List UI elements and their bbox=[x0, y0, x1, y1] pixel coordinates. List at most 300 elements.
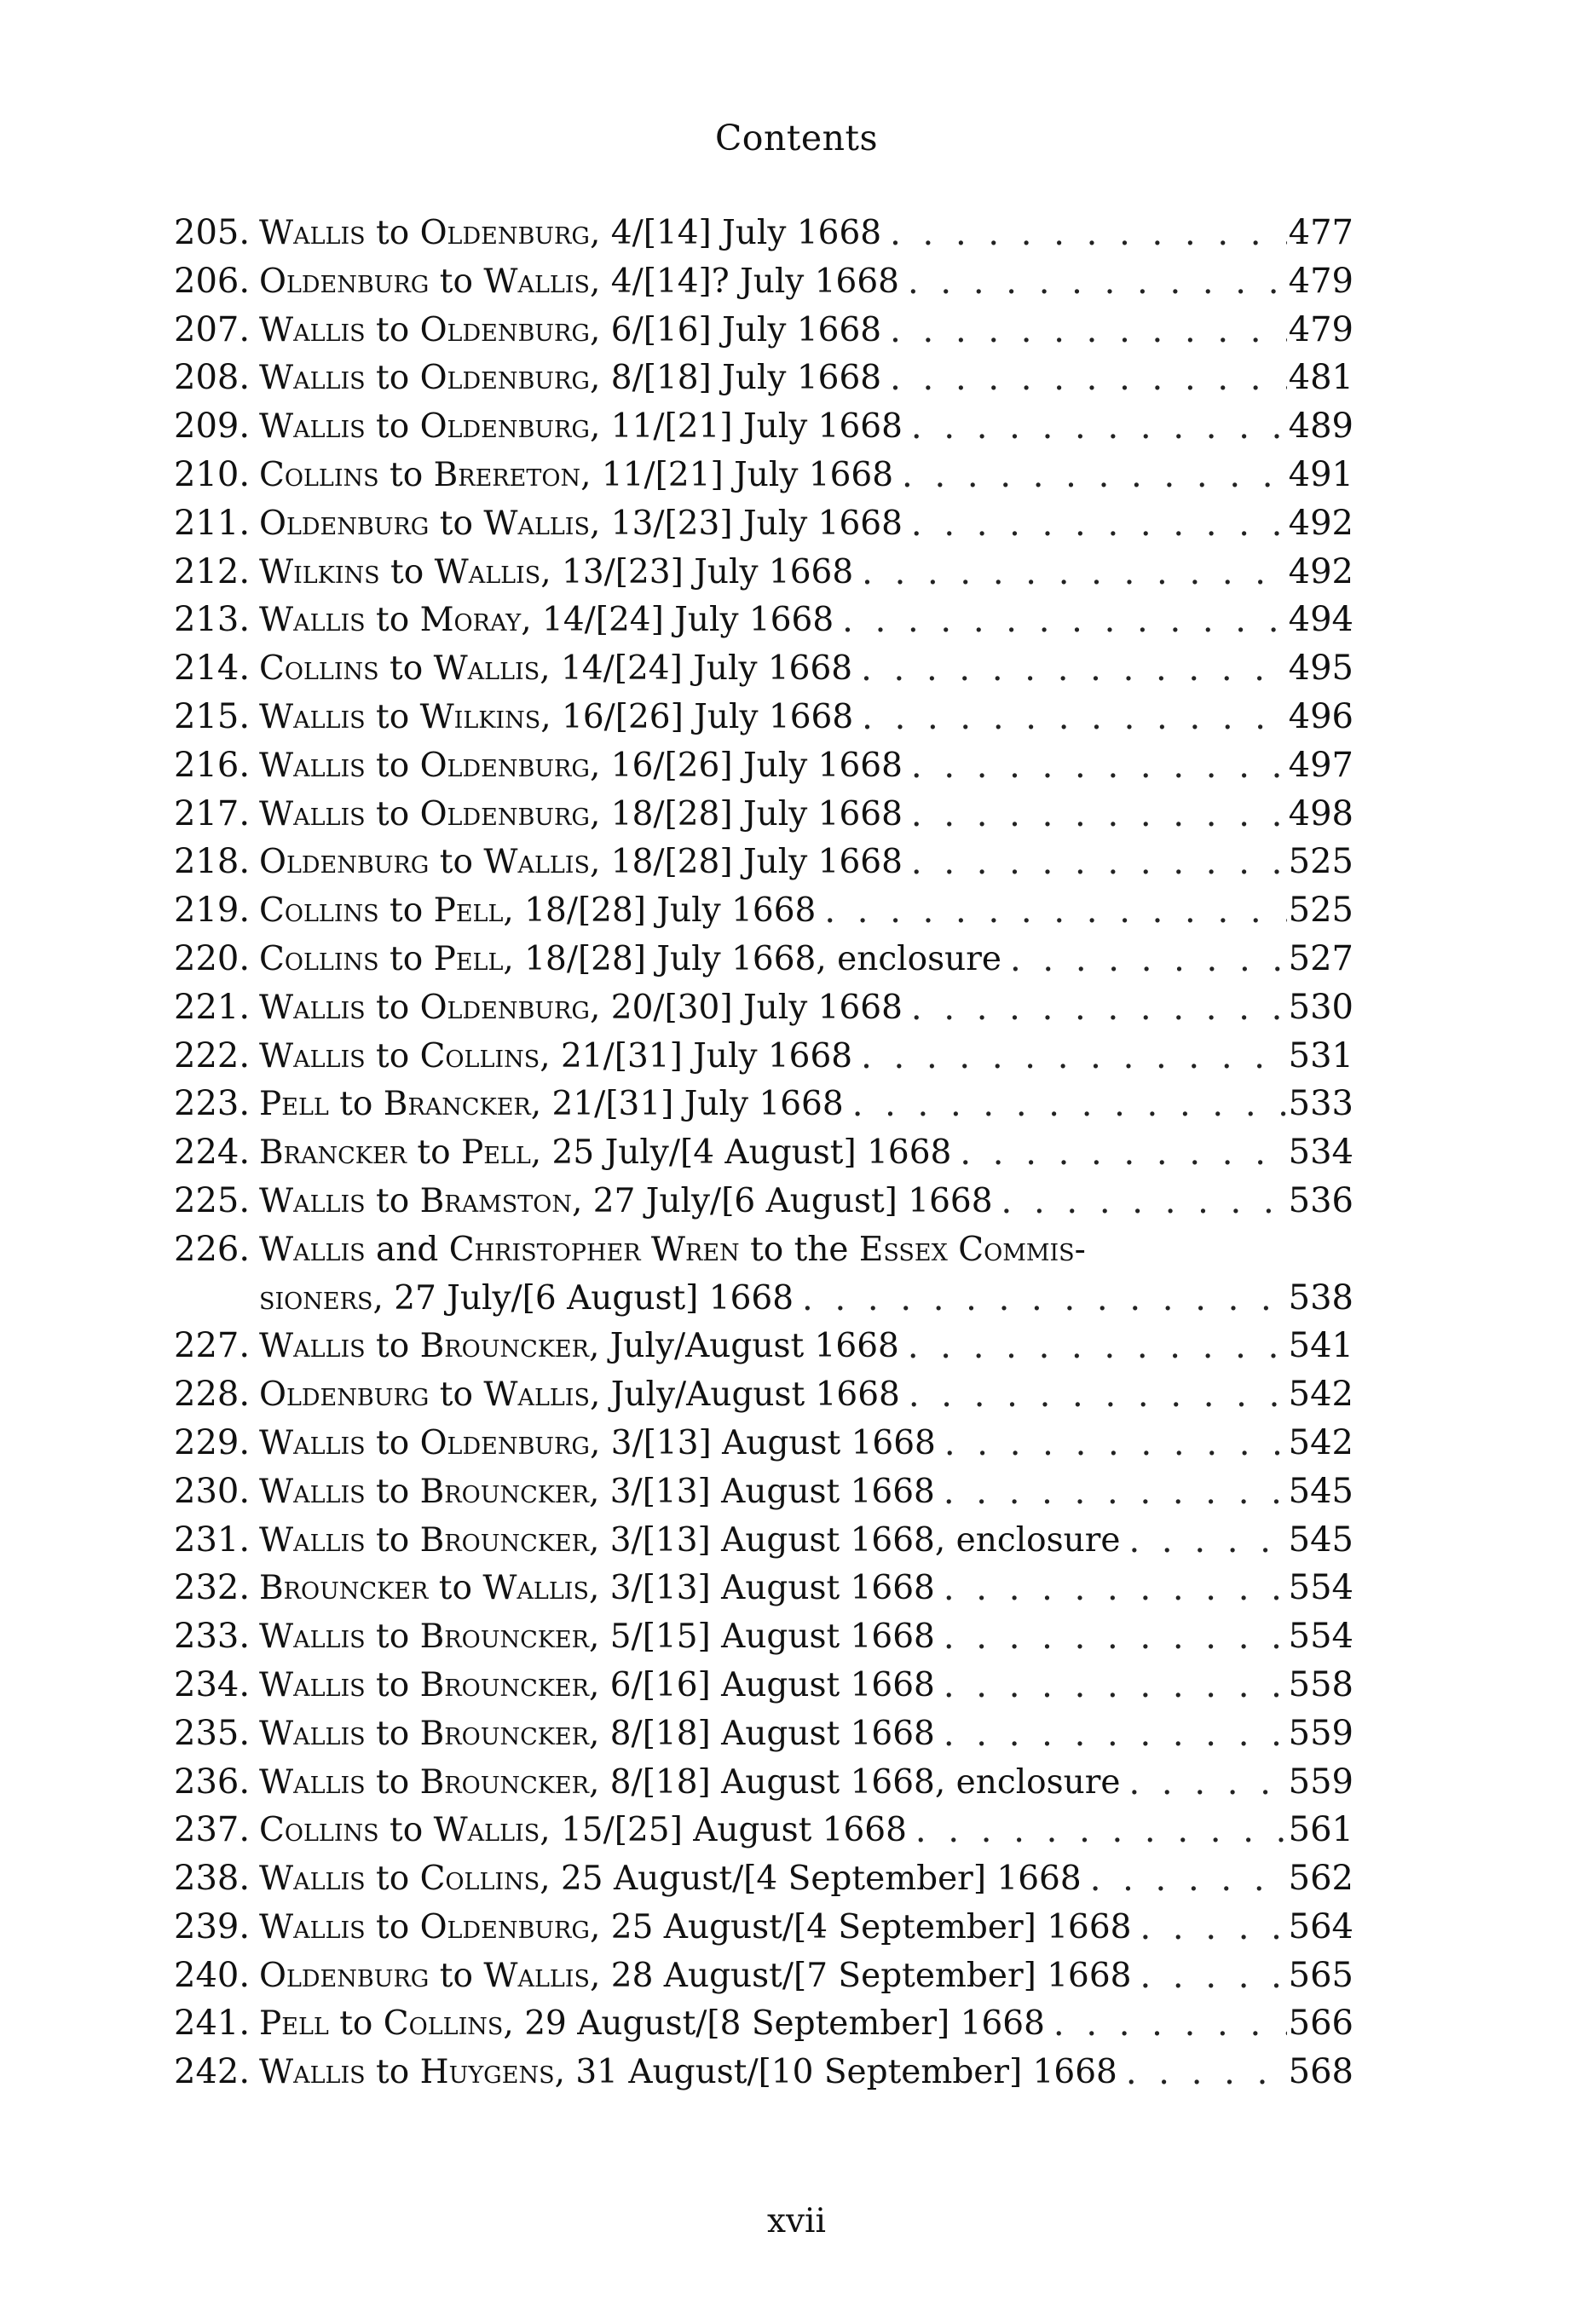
entry-to-word: to bbox=[376, 601, 410, 640]
entry-to-word: to bbox=[376, 310, 410, 349]
entry-page-number: 534 bbox=[1288, 1133, 1353, 1173]
entry-number: 206. bbox=[174, 261, 251, 301]
entry-page-number: 492 bbox=[1288, 503, 1353, 543]
entry-number: 218. bbox=[174, 842, 251, 882]
entry-number: 236. bbox=[174, 1762, 251, 1802]
entry-to-word: to bbox=[376, 1714, 410, 1753]
entry-from: Wilkins bbox=[259, 552, 380, 591]
toc-entry[interactable] bbox=[174, 693, 1353, 741]
entry-title bbox=[259, 307, 890, 355]
entry-rest: , 3/[13] August 1668, enclosure bbox=[588, 1520, 1121, 1560]
entry-to: Brouncker bbox=[419, 1714, 589, 1753]
entry-number: 209. bbox=[174, 407, 251, 447]
entry-to-word: to bbox=[417, 1133, 451, 1173]
entry-from: Wallis bbox=[259, 310, 366, 349]
entry-page-number: 525 bbox=[1288, 891, 1353, 931]
entry-number: 211. bbox=[174, 503, 251, 543]
entry-to: Wilkins bbox=[419, 697, 541, 736]
entry-from: Wallis bbox=[259, 794, 366, 833]
entry-to-word: to bbox=[376, 1423, 410, 1462]
entry-from: Wallis bbox=[259, 1472, 366, 1511]
toc-entry[interactable] bbox=[174, 644, 1353, 693]
leader-dots bbox=[1010, 936, 1287, 984]
toc-entry[interactable] bbox=[174, 1468, 1353, 1516]
toc-entry[interactable] bbox=[174, 2048, 1353, 2096]
entry-page-number: 542 bbox=[1288, 1375, 1353, 1415]
leader-dots bbox=[960, 1129, 1287, 1178]
toc-entry[interactable] bbox=[174, 1419, 1353, 1468]
toc-entry[interactable] bbox=[174, 1999, 1353, 2048]
entry-title bbox=[259, 500, 911, 549]
leader-dots bbox=[911, 791, 1287, 839]
entry-number: 227. bbox=[174, 1326, 251, 1366]
toc-entry[interactable] bbox=[174, 257, 1353, 306]
entry-to-word: to bbox=[390, 1811, 424, 1850]
leader-dots bbox=[908, 1323, 1287, 1371]
entry-to-word: to bbox=[376, 1618, 410, 1657]
entry-page-number: 568 bbox=[1288, 2052, 1353, 2092]
toc-entry[interactable] bbox=[174, 1710, 1353, 1758]
toc-entry[interactable] bbox=[174, 1032, 1353, 1081]
entry-from: Collins bbox=[259, 891, 379, 931]
entry-page-number: 545 bbox=[1288, 1520, 1353, 1560]
entry-number: 233. bbox=[174, 1617, 251, 1657]
entry-to-word: to bbox=[376, 407, 410, 447]
entry-to: Wallis bbox=[482, 1569, 589, 1608]
entry-title bbox=[259, 1517, 1129, 1566]
entry-rest: , 21/[31] July 1668 bbox=[540, 1036, 853, 1075]
toc-entry[interactable] bbox=[174, 886, 1353, 935]
entry-number: 220. bbox=[174, 938, 251, 978]
entry-number: 212. bbox=[174, 551, 251, 591]
entry-rest: , 13/[23] July 1668 bbox=[540, 552, 854, 591]
entry-from: Wallis bbox=[259, 988, 366, 1027]
entry-to-word: to bbox=[376, 746, 410, 785]
toc-entry[interactable] bbox=[174, 499, 1353, 548]
entry-rest: , 8/[18] August 1668 bbox=[588, 1714, 935, 1753]
entry-page-number: 566 bbox=[1288, 2004, 1353, 2044]
entry-to: Wallis bbox=[483, 262, 590, 301]
entry-title bbox=[259, 403, 911, 452]
entry-number: 231. bbox=[174, 1520, 251, 1560]
entry-title bbox=[259, 1759, 1129, 1808]
toc-entry[interactable] bbox=[174, 1854, 1353, 1903]
entry-and-word: and bbox=[376, 1230, 439, 1269]
entry-number: 210. bbox=[174, 454, 251, 494]
entry-rest: , 25 August/[4 September] 1668 bbox=[589, 1907, 1132, 1946]
entry-page-number: 494 bbox=[1288, 600, 1353, 640]
leader-dots bbox=[1126, 2049, 1287, 2097]
entry-from: Wallis bbox=[259, 407, 366, 447]
entry-page-number: 558 bbox=[1288, 1664, 1353, 1704]
entry-to-word: to bbox=[390, 939, 424, 978]
entry-title bbox=[259, 549, 862, 597]
toc-entry[interactable] bbox=[174, 209, 1353, 257]
entry-to-word: to bbox=[376, 1327, 410, 1366]
entry-to: Wallis bbox=[483, 1956, 590, 1995]
leader-dots bbox=[824, 887, 1287, 936]
entry-rest: , 6/[16] August 1668 bbox=[588, 1665, 935, 1704]
entry-title bbox=[259, 1371, 909, 1420]
entry-page-number: 533 bbox=[1288, 1084, 1353, 1124]
entry-page-number: 489 bbox=[1288, 407, 1353, 447]
entry-page-number: 538 bbox=[1288, 1277, 1353, 1318]
entry-to: Brouncker bbox=[419, 1665, 589, 1704]
leader-dots bbox=[944, 1662, 1287, 1710]
entry-to: Brouncker bbox=[419, 1618, 589, 1657]
entry-page-number: 562 bbox=[1288, 1859, 1353, 1899]
entry-rest: , July/August 1668 bbox=[588, 1327, 899, 1366]
entry-to: Wallis bbox=[434, 552, 541, 591]
entry-to: Oldenburg bbox=[419, 1907, 590, 1946]
entry-to-word: to bbox=[390, 552, 424, 591]
entry-to-word: to bbox=[439, 504, 473, 543]
entry-from: Wallis bbox=[259, 1618, 366, 1657]
entry-title bbox=[259, 1855, 1090, 1904]
entry-from: Wallis bbox=[259, 2053, 366, 2092]
entry-title bbox=[259, 791, 911, 839]
entry-from: Wallis bbox=[259, 1665, 366, 1704]
entry-title bbox=[259, 1613, 944, 1662]
entry-to-word: to bbox=[390, 455, 424, 494]
entry-page-number: 496 bbox=[1288, 696, 1353, 736]
toc-entry[interactable] bbox=[174, 1952, 1353, 2000]
entry-number: 235. bbox=[174, 1713, 251, 1753]
toc-entry[interactable] bbox=[174, 1177, 1353, 1225]
entry-number: 242. bbox=[174, 2052, 251, 2092]
entry-number: 216. bbox=[174, 745, 251, 785]
leader-dots bbox=[852, 1081, 1287, 1129]
leader-dots bbox=[861, 645, 1287, 694]
entry-page-number: 479 bbox=[1288, 309, 1353, 349]
entry-title bbox=[259, 1565, 944, 1613]
entry-to-line1: Essex Commis- bbox=[858, 1230, 1086, 1269]
entry-to: Brouncker bbox=[419, 1472, 589, 1511]
entry-to-word: to bbox=[376, 988, 410, 1027]
entry-rest: , 6/[16] July 1668 bbox=[589, 310, 882, 349]
entry-rest: , 21/[31] July 1668 bbox=[530, 1085, 844, 1124]
entry-to: Collins bbox=[383, 2004, 504, 2044]
entry-number: 207. bbox=[174, 309, 251, 349]
entry-rest: , 4/[14]? July 1668 bbox=[589, 262, 899, 301]
page-footer-number: xvii bbox=[767, 2202, 826, 2240]
entry-number: 240. bbox=[174, 1955, 251, 1995]
entry-title bbox=[259, 984, 911, 1033]
toc-entry[interactable] bbox=[174, 1806, 1353, 1854]
entry-number: 232. bbox=[174, 1568, 251, 1608]
leader-dots bbox=[911, 500, 1287, 549]
entry-to: Brereton bbox=[433, 455, 581, 494]
toc-entry[interactable] bbox=[174, 741, 1353, 790]
leader-dots bbox=[1140, 1952, 1287, 2001]
entry-to-word: to bbox=[376, 359, 410, 398]
entry-to-word: to bbox=[376, 1762, 410, 1802]
entry-title bbox=[259, 742, 911, 791]
entry-rest: , 20/[30] July 1668 bbox=[589, 988, 903, 1027]
entry-title bbox=[259, 1420, 944, 1468]
leader-dots bbox=[1129, 1517, 1288, 1566]
table-of-contents bbox=[174, 209, 1353, 2096]
entry-rest: , 4/[14] July 1668 bbox=[589, 214, 882, 252]
entry-number: 221. bbox=[174, 987, 251, 1027]
entry-from: Wallis bbox=[259, 1714, 366, 1753]
entry-page-number: 531 bbox=[1288, 1035, 1353, 1075]
entry-page-number: 492 bbox=[1288, 551, 1353, 591]
entry-rest: , 11/[21] July 1668 bbox=[589, 407, 903, 447]
leader-dots bbox=[890, 355, 1287, 403]
toc-entry[interactable] bbox=[174, 1903, 1353, 1952]
leader-dots bbox=[902, 452, 1287, 500]
entry-to: Oldenburg bbox=[419, 988, 590, 1027]
leader-dots bbox=[911, 403, 1287, 452]
entry-rest: , 27 July/[6 August] 1668 bbox=[372, 1278, 794, 1318]
entry-title bbox=[259, 1662, 944, 1710]
entry-page-number: 541 bbox=[1288, 1326, 1353, 1366]
entry-from: Wallis bbox=[259, 1520, 366, 1560]
toc-entry[interactable] bbox=[174, 1516, 1353, 1565]
entry-to: Brancker bbox=[383, 1085, 531, 1124]
entry-rest: , 18/[28] July 1668 bbox=[589, 794, 903, 833]
entry-number: 226. bbox=[174, 1229, 251, 1269]
entry-from: Oldenburg bbox=[259, 843, 430, 882]
entry-page-number: 565 bbox=[1288, 1955, 1353, 1995]
entry-to-word: to bbox=[439, 1956, 473, 1995]
entry-rest: , 3/[13] August 1668 bbox=[588, 1472, 935, 1511]
entry-title bbox=[259, 1904, 1140, 1952]
entry-to: Brouncker bbox=[419, 1520, 589, 1560]
entry-from: Oldenburg bbox=[259, 1956, 430, 1995]
entry-title bbox=[259, 694, 862, 742]
entry-from: Pell bbox=[259, 2004, 329, 2044]
leader-dots bbox=[944, 1710, 1287, 1759]
entry-page-number: 498 bbox=[1288, 793, 1353, 833]
toc-entry[interactable] bbox=[174, 1128, 1353, 1177]
entry-title bbox=[259, 1468, 944, 1517]
entry-rest: , 14/[24] July 1668 bbox=[521, 601, 834, 640]
entry-from: Wallis bbox=[259, 746, 366, 785]
toc-entry[interactable] bbox=[174, 983, 1353, 1032]
entry-from: Wallis bbox=[259, 697, 366, 736]
entry-title bbox=[259, 839, 911, 887]
entry-to-word: to bbox=[376, 1036, 410, 1075]
entry-page-number: 497 bbox=[1288, 745, 1353, 785]
entry-title bbox=[259, 936, 1010, 984]
entry-to: Brouncker bbox=[419, 1327, 589, 1366]
entry-to: Bramston bbox=[419, 1181, 572, 1220]
entry-page-number: 525 bbox=[1288, 842, 1353, 882]
entry-to-word: to bbox=[439, 1375, 473, 1415]
entry-number: 224. bbox=[174, 1133, 251, 1173]
entry-from: Wallis bbox=[259, 1423, 366, 1462]
toc-entry[interactable] bbox=[174, 402, 1353, 451]
entry-to-word: to bbox=[339, 2004, 373, 2044]
entry-number: 241. bbox=[174, 2004, 251, 2044]
toc-entry[interactable] bbox=[174, 1564, 1353, 1612]
leader-dots bbox=[911, 839, 1287, 887]
entry-page-number: 559 bbox=[1288, 1713, 1353, 1753]
entry-from: Wallis bbox=[259, 1762, 366, 1802]
entry-page-number: 554 bbox=[1288, 1617, 1353, 1657]
entry-title bbox=[259, 1178, 1001, 1226]
leader-dots bbox=[909, 1371, 1287, 1420]
toc-entry[interactable] bbox=[174, 306, 1353, 355]
entry-to: Brouncker bbox=[419, 1762, 589, 1802]
entry-from: Collins bbox=[259, 1811, 379, 1850]
entry-from: Brouncker bbox=[259, 1569, 429, 1608]
entry-rest: , 16/[26] July 1668 bbox=[540, 697, 854, 736]
entry-from: Wallis bbox=[259, 1907, 366, 1946]
leader-dots bbox=[944, 1565, 1287, 1613]
entry-page-number: 536 bbox=[1288, 1180, 1353, 1220]
toc-entry[interactable] bbox=[174, 451, 1353, 499]
entry-number: 238. bbox=[174, 1859, 251, 1899]
entry-from: Wallis bbox=[259, 601, 366, 640]
toc-entry[interactable] bbox=[174, 838, 1353, 886]
entry-rest: , 18/[28] July 1668, enclosure bbox=[503, 939, 1001, 978]
toc-entry[interactable] bbox=[174, 596, 1353, 644]
entry-page-number: 527 bbox=[1288, 938, 1353, 978]
entry-to: Oldenburg bbox=[419, 1423, 590, 1462]
entry-rest: , 25 August/[4 September] 1668 bbox=[540, 1860, 1082, 1899]
leader-dots bbox=[862, 694, 1287, 742]
entry-title bbox=[259, 355, 890, 403]
leader-dots bbox=[944, 1613, 1287, 1662]
entry-rest: , 3/[13] August 1668 bbox=[589, 1423, 936, 1462]
entry-from: Wallis bbox=[259, 1036, 366, 1075]
entry-number: 208. bbox=[174, 358, 251, 398]
entry-to-word: to bbox=[438, 1569, 472, 1608]
leader-dots bbox=[1140, 1904, 1287, 1952]
entry-to-word: to bbox=[376, 697, 410, 736]
entry-title bbox=[259, 1081, 852, 1129]
entry-to: Moray bbox=[419, 601, 522, 640]
entry-rest: , 5/[15] August 1668 bbox=[588, 1618, 935, 1657]
entry-to: Oldenburg bbox=[419, 746, 590, 785]
entry-page-number: 479 bbox=[1288, 261, 1353, 301]
entry-from: Collins bbox=[259, 649, 379, 689]
entry-title bbox=[259, 645, 861, 694]
entry-to-word: to bbox=[376, 2053, 410, 2092]
entry-number: 228. bbox=[174, 1375, 251, 1415]
entry-page-number: 530 bbox=[1288, 987, 1353, 1027]
leader-dots bbox=[944, 1420, 1287, 1468]
entry-to-word: to bbox=[390, 649, 424, 689]
entry-rest: , 25 July/[4 August] 1668 bbox=[530, 1133, 952, 1173]
entry-title bbox=[259, 1807, 915, 1855]
entry-to: Pell bbox=[433, 891, 504, 931]
entry-page-number: 545 bbox=[1288, 1471, 1353, 1511]
entry-number: 205. bbox=[174, 213, 251, 252]
entry-from: Wallis bbox=[259, 1230, 366, 1269]
entry-rest: , 15/[25] August 1668 bbox=[540, 1811, 907, 1850]
entry-to: Collins bbox=[419, 1860, 540, 1899]
entry-title bbox=[259, 1710, 944, 1759]
entry-to-word: to bbox=[376, 1907, 410, 1946]
toc-entry[interactable] bbox=[174, 1322, 1353, 1370]
toc-entry[interactable] bbox=[174, 1612, 1353, 1661]
entry-rest: , 8/[18] July 1668 bbox=[589, 359, 882, 398]
entry-page-number: 564 bbox=[1288, 1906, 1353, 1946]
entry-to: Oldenburg bbox=[419, 310, 590, 349]
entry-number: 219. bbox=[174, 891, 251, 931]
entry-title bbox=[259, 597, 842, 645]
toc-entry-226[interactable] bbox=[174, 1225, 1353, 1323]
entry-to-word: to bbox=[376, 1472, 410, 1511]
entry-rest: , 14/[24] July 1668 bbox=[540, 649, 853, 689]
leader-dots bbox=[944, 1468, 1287, 1517]
toc-entry[interactable] bbox=[174, 1370, 1353, 1419]
entry-to: Oldenburg bbox=[419, 359, 590, 398]
entry-page-number: 481 bbox=[1288, 358, 1353, 398]
entry-number: 213. bbox=[174, 600, 251, 640]
leader-dots bbox=[802, 1275, 1287, 1323]
toc-entry[interactable] bbox=[174, 935, 1353, 983]
leader-dots bbox=[911, 984, 1287, 1033]
entry-rest: , 16/[26] July 1668 bbox=[589, 746, 903, 785]
entry-title bbox=[259, 258, 908, 307]
entry-from: Collins bbox=[259, 939, 379, 978]
entry-title bbox=[259, 1952, 1140, 2001]
entry-to-word: to bbox=[390, 891, 424, 931]
entry-to: Pell bbox=[460, 1133, 531, 1173]
entry-rest: , 3/[13] August 1668 bbox=[588, 1569, 935, 1608]
entry-number: 223. bbox=[174, 1084, 251, 1124]
entry-rest: , July/August 1668 bbox=[589, 1375, 900, 1415]
toc-entry[interactable] bbox=[174, 1080, 1353, 1128]
leader-dots bbox=[908, 258, 1287, 307]
entry-from: Wallis bbox=[259, 1327, 366, 1366]
entry-rest: , 27 July/[6 August] 1668 bbox=[571, 1181, 993, 1220]
entry-from: Pell bbox=[259, 1085, 329, 1124]
entry-to: Wallis bbox=[483, 843, 590, 882]
entry-rest: , 8/[18] August 1668, enclosure bbox=[588, 1762, 1121, 1802]
entry-person2: Christopher Wren bbox=[448, 1230, 740, 1269]
entry-from: Wallis bbox=[259, 1181, 366, 1220]
toc-entry[interactable] bbox=[174, 790, 1353, 839]
entry-title bbox=[259, 1129, 960, 1178]
entry-rest: , 18/[28] July 1668 bbox=[589, 843, 903, 882]
entry-to-word: to bbox=[339, 1085, 373, 1124]
entry-to: Pell bbox=[433, 939, 504, 978]
toc-entry[interactable] bbox=[174, 1758, 1353, 1807]
entry-from: Wallis bbox=[259, 1860, 366, 1899]
entry-from: Wallis bbox=[259, 359, 366, 398]
entry-number: 237. bbox=[174, 1810, 251, 1850]
leader-dots bbox=[1129, 1759, 1288, 1808]
toc-entry[interactable] bbox=[174, 354, 1353, 402]
entry-from: Brancker bbox=[259, 1133, 407, 1173]
leader-dots bbox=[1001, 1178, 1287, 1226]
leader-dots bbox=[862, 549, 1287, 597]
entry-from: Wallis bbox=[259, 214, 366, 252]
toc-entry[interactable] bbox=[174, 548, 1353, 597]
entry-to: Wallis bbox=[483, 504, 590, 543]
entry-number: 234. bbox=[174, 1664, 251, 1704]
entry-from: Oldenburg bbox=[259, 262, 430, 301]
entry-number: 225. bbox=[174, 1180, 251, 1220]
entry-number: 229. bbox=[174, 1422, 251, 1462]
entry-from: Oldenburg bbox=[259, 1375, 430, 1415]
entry-number: 217. bbox=[174, 793, 251, 833]
entry-number: 215. bbox=[174, 696, 251, 736]
toc-entry[interactable] bbox=[174, 1661, 1353, 1710]
leader-dots bbox=[890, 307, 1287, 355]
page-header-title: Contents bbox=[714, 118, 879, 159]
entry-to: Oldenburg bbox=[419, 794, 590, 833]
entry-to: Wallis bbox=[433, 649, 540, 689]
entry-to: Oldenburg bbox=[419, 407, 590, 447]
entry-to-word: to bbox=[376, 214, 410, 252]
